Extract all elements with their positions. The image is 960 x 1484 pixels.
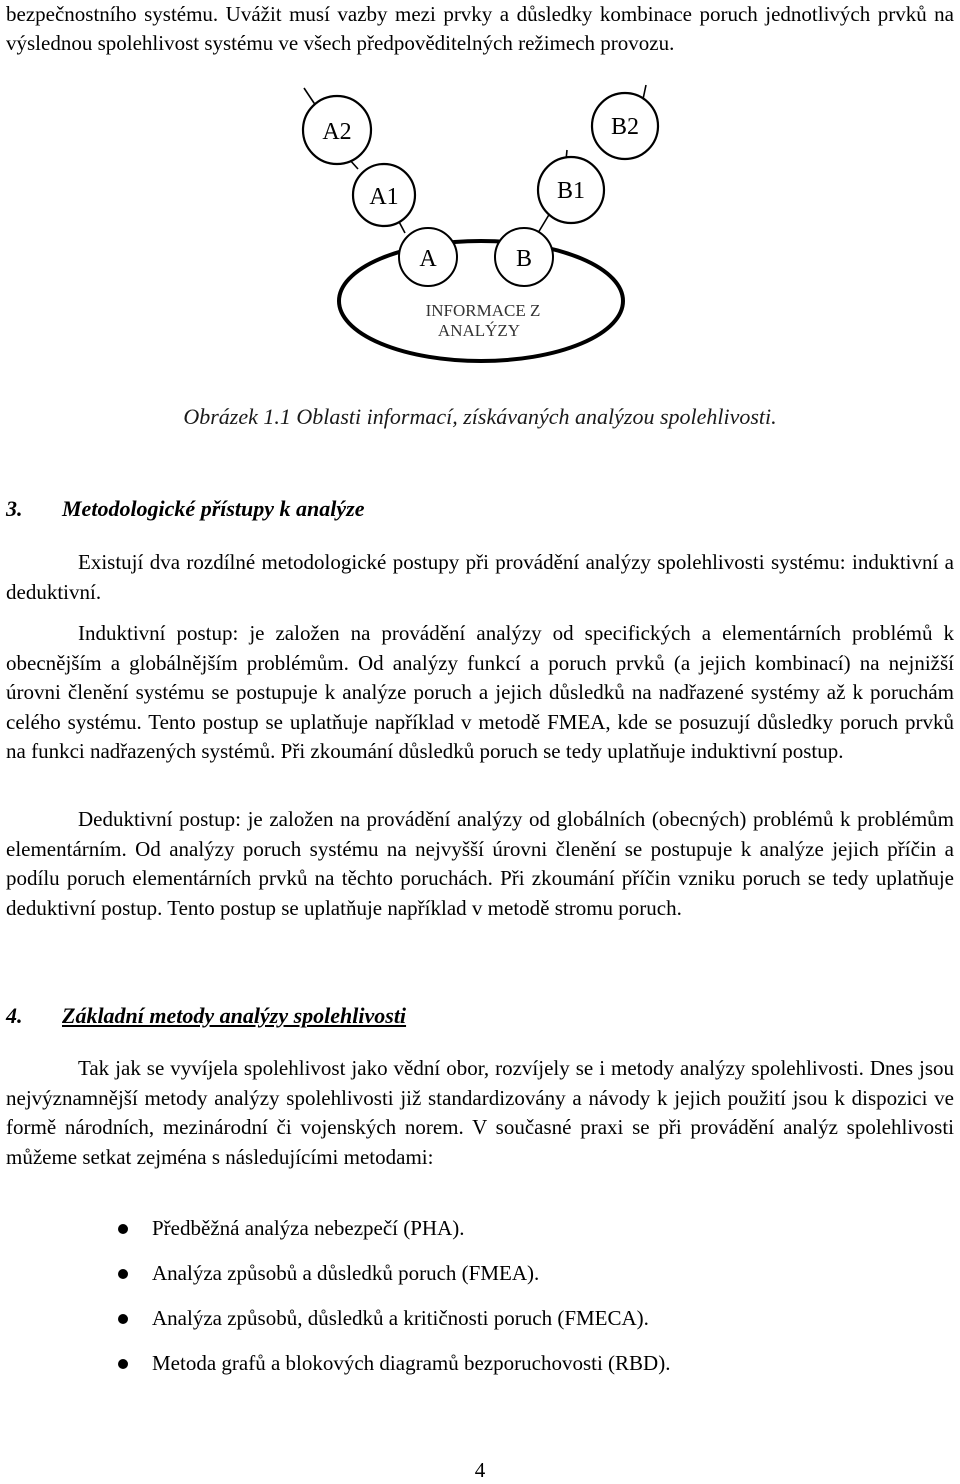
section-3-heading <box>6 496 364 522</box>
reliability-info-diagram <box>0 80 960 380</box>
bullet-icon <box>118 1224 128 1234</box>
list-item <box>0 1213 960 1258</box>
section-4-heading <box>6 1003 406 1029</box>
bullet-icon <box>118 1359 128 1369</box>
node-b-label: B <box>515 246 533 272</box>
node-a-label: A <box>419 246 437 272</box>
methods-list <box>0 1213 960 1393</box>
section-4-paragraph: Tak jak se vyvíjela spolehlivost jako vědní obor, rozvíjely se i metody analýzy spolehlivosti. Dnes jsou nejvýznamnější metody analýzy spolehlivosti již standardizovány a návody k jejich použití jsou k dispozici ve formě národních, mezinárodní či vojenských norem. V současné praxi se při provádění analýz spolehlivosti můžeme setkat zejména s následujícími metodami: <box>6 1056 954 1169</box>
section-3-paragraph-1: Existují dva rozdílné metodologické postupy při provádění analýzy spolehlivosti systému: induktivní a deduktivní. <box>6 550 954 604</box>
page-number: 4 <box>474 1458 486 1482</box>
node-b1-label: B1 <box>556 178 586 204</box>
ellipse-label-line2: ANALÝZY <box>437 321 521 340</box>
section-3-paragraph-2: Induktivní postup: je založen na provádění analýzy od specifických a elementárních problémů k obecnějším a globálnějším problémům. Od analýzy funkcí a poruch prvků (a jejich kombinací) na nejnižší úrovni členění systému se postupuje k analýze poruch a jejich důsledků na nadřazené systémy až k poruchám celého systému. Tento postup se uplatňuje například v metodě FMEA, kde se posuzují důsledky poruch prvků na funkci nadřazených systémů. Při zkoumání důsledků poruch se tedy uplatňuje induktivní postup. <box>6 621 954 763</box>
figure-caption: Obrázek 1.1 Oblasti informací, získávaných analýzou spolehlivosti. <box>183 404 777 429</box>
section-3-paragraph-3: Deduktivní postup: je založen na provádění analýzy od globálních (obecných) problémů k problémům elementárním. Od analýzy poruch systému na nejvyšší úrovni členění se postupuje k analýze jejich příčin a podílu poruch elementárních prvků na těchto poruchách. Při zkoumání příčin vzniku poruch se tedy uplatňuje deduktivní postup. Tento postup se uplatňuje například v metodě stromu poruch. <box>6 807 954 920</box>
bullet-icon <box>118 1314 128 1324</box>
list-item <box>0 1258 960 1303</box>
ellipse-label-line1: INFORMACE Z <box>425 301 541 320</box>
method-label: Metoda grafů a blokových diagramů bezporuchovosti (RBD). <box>152 1351 671 1375</box>
section-3-title: Metodologické přístupy k analýze <box>62 496 365 521</box>
list-item <box>0 1348 960 1393</box>
method-label: Analýza způsobů a důsledků poruch (FMEA). <box>152 1261 540 1285</box>
method-label: Analýza způsobů, důsledků a kritičnosti poruch (FMECA). <box>152 1306 649 1330</box>
node-a1-label: A1 <box>369 184 399 210</box>
method-label: Předběžná analýza nebezpečí (PHA). <box>152 1216 465 1240</box>
section-4-number: 4. <box>6 1003 23 1028</box>
list-item <box>0 1303 960 1348</box>
node-a2-label: A2 <box>322 119 352 145</box>
intro-paragraph: bezpečnostního systému. Uvážit musí vazby mezi prvky a důsledky kombinace poruch jednotlivých prvků na výslednou spolehlivost systému ve všech předpověditelných režimech provozu. <box>6 2 954 55</box>
node-b2-label: B2 <box>610 114 640 140</box>
section-3-number: 3. <box>6 496 23 521</box>
section-4-title: Základní metody analýzy spolehlivosti <box>62 1003 407 1028</box>
bullet-icon <box>118 1269 128 1279</box>
